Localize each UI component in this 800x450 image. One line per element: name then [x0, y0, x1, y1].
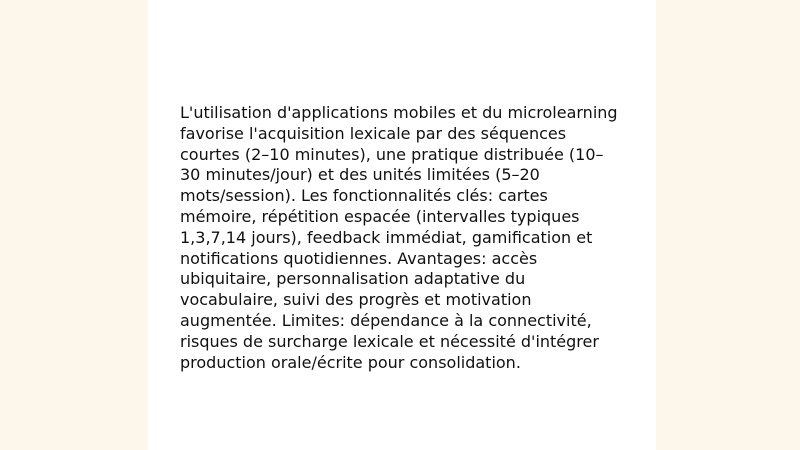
body-paragraph: L'utilisation d'applications mobiles et du microlearning favorise l'acquisition lexicale par des séquences courtes (2–10 minutes), une pratique distribuée (10–30 minutes/jour) et des unités limitées (5–20 mots/session). Les fonctionnalités clés: cartes mémoire, répétition espacée (intervalles typiques 1,3,7,14 jours), feedback immédiat, gamification et notifications quotidiennes. Avantages: accès ubiquitaire, personnalisation adaptative du vocabulaire, suivi des progrès et motivation augmentée. Limites: dépendance à la connectivité, risques de surcharge lexicale et nécessité d'intégrer production orale/écrite pour consolidation.: [180, 103, 618, 372]
document-page: [148, 0, 656, 450]
